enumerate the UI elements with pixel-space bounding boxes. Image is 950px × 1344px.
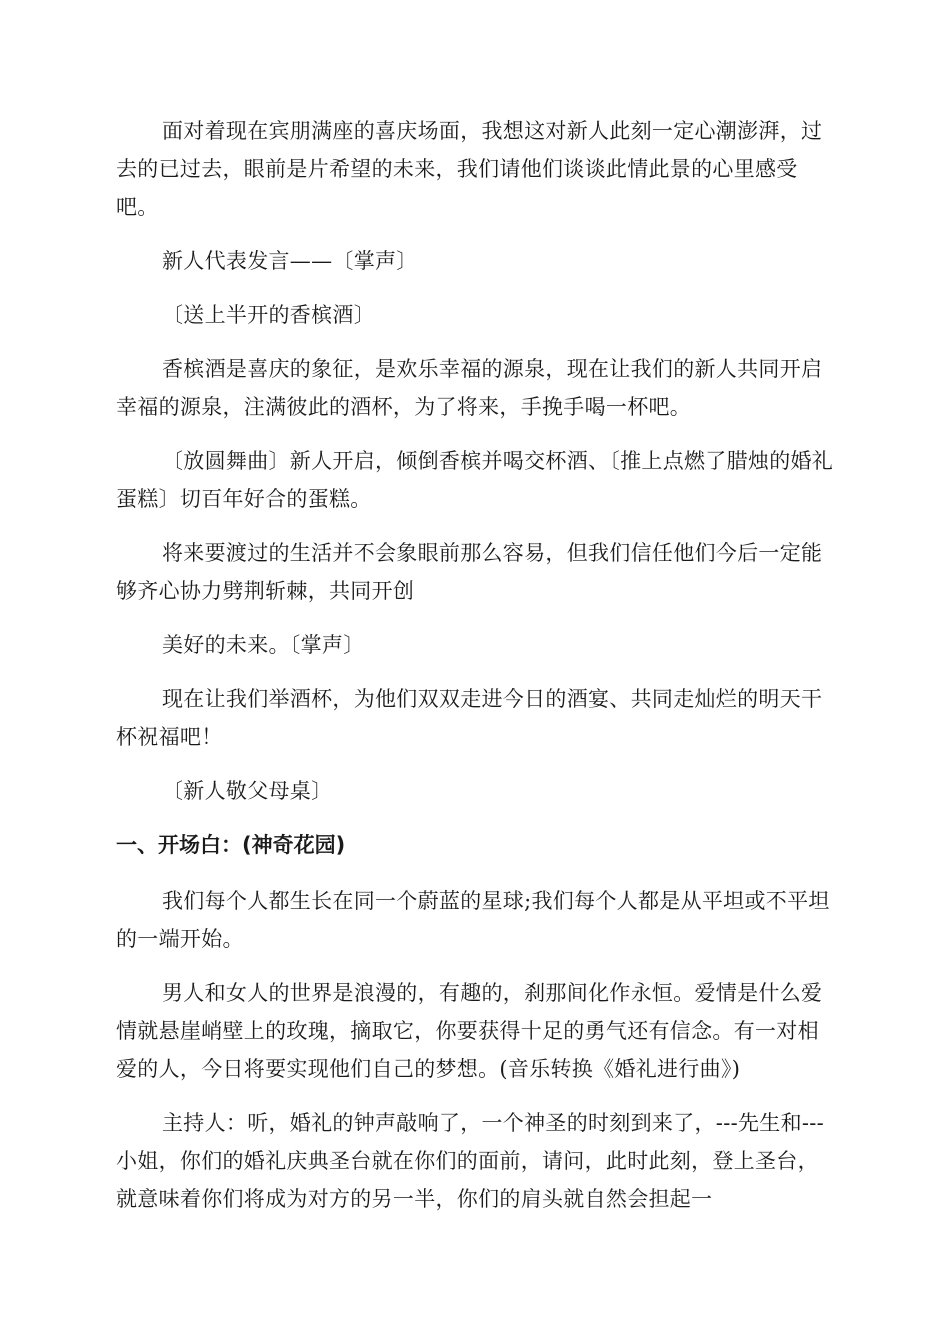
paragraph-toast-parents: 〔新人敬父母桌〕 [162, 779, 333, 803]
paragraph-cake-cutting: 〔放圆舞曲〕新人开启，倾倒香槟并喝交杯酒、〔推上点燃了腊烛的婚礼蛋糕〕切百年好合的蛋糕。 [116, 449, 834, 511]
paragraph-host-speech: 主持人：听，婚礼的钟声敲响了，一个神圣的时刻到来了，---先生和---小姐，你们的婚礼庆典圣台就在你们的面前，请问，此时此刻，登上圣台，就意味着你们将成为对方的另一半，你们的肩头就自然会担起一 [116, 1111, 825, 1211]
paragraph-newlywed-speech: 新人代表发言——〔掌声〕 [162, 249, 418, 273]
paragraph-champagne-toast: 香槟酒是喜庆的象征，是欢乐幸福的源泉，现在让我们的新人共同开启幸福的源泉，注满彼此的酒杯，为了将来，手挽手喝一杯吧。 [116, 357, 823, 419]
paragraph-blue-planet: 我们每个人都生长在同一个蔚蓝的星球;我们每个人都是从平坦或不平坦的一端开始。 [116, 889, 830, 951]
section-heading: 一、开场白：(神奇花园) [116, 833, 346, 857]
paragraph-bright-future: 美好的未来。〔掌声〕 [162, 633, 365, 657]
paragraph-future-life: 将来要渡过的生活并不会象眼前那么容易，但我们信任他们今后一定能够齐心协力劈荆斩棘，共同开创 [116, 541, 823, 603]
paragraph-love-romance: 男人和女人的世界是浪漫的，有趣的，刹那间化作永恒。爱情是什么爱情就悬崖峭壁上的玫瑰，摘取它，你要获得十足的勇气还有信念。有一对相爱的人，今日将要实现他们自己的梦想。(音乐转换《婚礼进行曲》) [116, 981, 823, 1081]
paragraph-opening-scene: 面对着现在宾朋满座的喜庆场面，我想这对新人此刻一定心潮澎湃，过去的已过去，眼前是片希望的未来，我们请他们谈谈此情此景的心里感受吧。 [116, 119, 823, 219]
paragraph-champagne-cue: 〔送上半开的香槟酒〕 [162, 303, 375, 327]
paragraph-raise-glasses: 现在让我们举酒杯，为他们双双走进今日的酒宴、共同走灿烂的明天干杯祝福吧！ [116, 687, 823, 749]
